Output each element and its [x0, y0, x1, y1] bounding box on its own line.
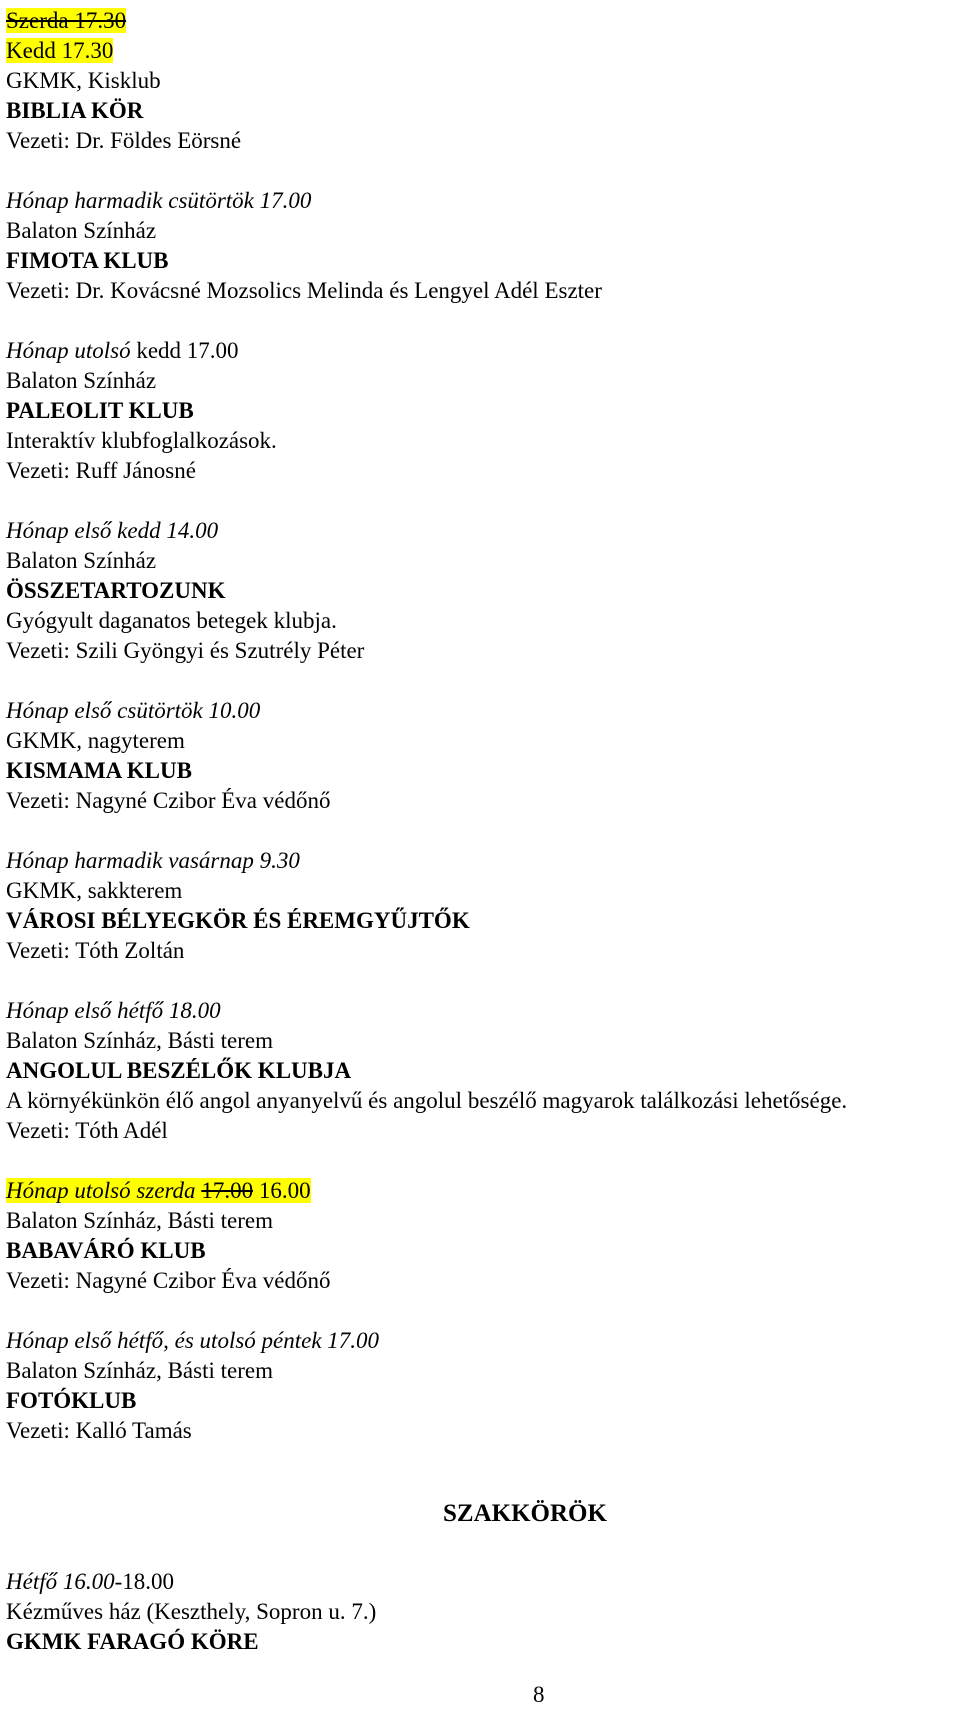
entry-line-text: Hónap harmadik vasárnap 9.30: [6, 848, 300, 873]
entry-line: [6, 696, 954, 726]
entry-line-text: Hónap első csütörtök 10.00: [6, 698, 261, 723]
entry-spacer: [6, 666, 954, 696]
entry-line-text: Vezeti: Szili Gyöngyi és Szutrély Péter: [6, 638, 365, 663]
entry-line: [6, 96, 954, 126]
entry-line: [6, 1567, 376, 1597]
entry-line: [6, 66, 954, 96]
entry-line: [6, 606, 954, 636]
entry-line-text: ANGOLUL BESZÉLŐK KLUBJA: [6, 1058, 352, 1083]
entry-line-text: Gyógyult daganatos betegek klubja.: [6, 608, 337, 633]
entry-line: [6, 786, 954, 816]
entry-line-text: Vezeti: Nagyné Czibor Éva védőnő: [6, 1268, 331, 1293]
entry-line-text: Vezeti: Ruff Jánosné: [6, 458, 196, 483]
club-entry: [6, 1326, 954, 1446]
entry-line: [6, 1206, 954, 1236]
club-listing: [6, 6, 954, 1446]
entry-line-part: -18.00: [114, 1569, 175, 1594]
entry-line-part: Hónap utolsó szerda: [6, 1178, 202, 1203]
club-entry: [6, 996, 954, 1146]
entry-line-text: FOTÓKLUB: [6, 1388, 137, 1413]
entry-line-part: 17.00: [201, 1178, 254, 1203]
entry-spacer: [6, 1296, 954, 1326]
entry-line-text: Balaton Színház: [6, 548, 157, 573]
entry-line-text: Balaton Színház, Básti terem: [6, 1358, 273, 1383]
entry-line: [6, 6, 954, 36]
entry-line-part: 16.00: [253, 1178, 311, 1203]
entry-line: [6, 186, 954, 216]
entry-line: [6, 1386, 954, 1416]
entry-line-text: Balaton Színház, Básti terem: [6, 1028, 273, 1053]
entry-line-part: Hétfő 16.00: [6, 1569, 115, 1594]
entry-line: [6, 1627, 376, 1657]
entry-line-text: BABAVÁRÓ KLUB: [6, 1238, 206, 1263]
entry-spacer: [6, 966, 954, 996]
entry-line: [6, 36, 954, 66]
entry-line: [6, 846, 954, 876]
entry-line: [6, 1176, 954, 1206]
entry-line-text: Balaton Színház: [6, 218, 157, 243]
entry-spacer: [6, 816, 954, 846]
entry-spacer: [6, 486, 954, 516]
club-entry: [6, 1567, 376, 1657]
entry-line-text: GKMK FARAGÓ KÖRE: [6, 1629, 259, 1654]
entry-line-text: PALEOLIT KLUB: [6, 398, 194, 423]
entry-line-text: Vezeti: Tóth Zoltán: [6, 938, 185, 963]
entry-line-text: Kézműves ház (Keszthely, Sopron u. 7.): [6, 1599, 377, 1624]
entry-line: [6, 756, 954, 786]
entry-line-text: Vezeti: Dr. Földes Eörsné: [6, 128, 242, 153]
entry-line: [6, 906, 954, 936]
entry-line-text: A környékünkön élő angol anyanyelvű és angolul beszélő magyarok találkozási lehetősége.: [6, 1088, 848, 1113]
entry-line-text: Balaton Színház: [6, 368, 157, 393]
entry-line-text: Vezeti: Kalló Tamás: [6, 1418, 192, 1443]
entry-line-part: Hónap utolsó: [6, 338, 131, 363]
entry-line-text: GKMK, nagyterem: [6, 728, 185, 753]
entry-line-text: KISMAMA KLUB: [6, 758, 192, 783]
club-entry: [6, 6, 954, 156]
entry-line-text: Hónap első hétfő, és utolsó péntek 17.00: [6, 1328, 380, 1353]
entry-spacer: [6, 1146, 954, 1176]
entry-line: [6, 276, 954, 306]
entry-line: [6, 1597, 376, 1627]
page-number: 8: [533, 1682, 545, 1707]
entry-line: [6, 1116, 954, 1146]
entry-line-text: FIMOTA KLUB: [6, 248, 169, 273]
entry-line: [6, 1326, 954, 1356]
entry-line: [6, 1416, 954, 1446]
entry-line: [6, 336, 954, 366]
club-entry: [6, 516, 954, 666]
entry-line-text: Hónap első kedd 14.00: [6, 518, 219, 543]
entry-line: [6, 936, 954, 966]
club-entry: [6, 186, 954, 306]
entry-line: [6, 366, 954, 396]
entry-line-text: GKMK, Kisklub: [6, 68, 161, 93]
entry-line: [6, 1266, 954, 1296]
entry-spacer: [6, 156, 954, 186]
entry-line: [6, 1056, 954, 1086]
entry-line-text: Kedd 17.30: [6, 38, 114, 63]
entry-line-text: Interaktív klubfoglalkozások.: [6, 428, 277, 453]
entry-line: [6, 876, 954, 906]
entry-line: [6, 516, 954, 546]
entry-line-text: Vezeti: Nagyné Czibor Éva védőnő: [6, 788, 331, 813]
entry-spacer: [6, 306, 954, 336]
entry-line-text: Vezeti: Tóth Adél: [6, 1118, 168, 1143]
entry-line-text: VÁROSI BÉLYEGKÖR ÉS ÉREMGYŰJTŐK: [6, 908, 470, 933]
entry-line-text: GKMK, sakkterem: [6, 878, 183, 903]
entry-line: [6, 396, 954, 426]
entry-line: [6, 456, 954, 486]
entry-line-text: Vezeti: Dr. Kovácsné Mozsolics Melinda és Lengyel Adél Eszter: [6, 278, 602, 303]
entry-line: [6, 126, 954, 156]
entry-line-text: Balaton Színház, Básti terem: [6, 1208, 273, 1233]
entry-line-text: Szerda 17.30: [6, 8, 127, 33]
entry-line-text: Hónap harmadik csütörtök 17.00: [6, 188, 312, 213]
club-entry: [6, 336, 954, 486]
entry-line-text: ÖSSZETARTOZUNK: [6, 578, 226, 603]
entry-line: [6, 636, 954, 666]
entry-line-text: Hónap első hétfő 18.00: [6, 998, 221, 1023]
club-entry: [6, 696, 954, 816]
entry-line-part: kedd 17.00: [130, 338, 239, 363]
entry-line: [6, 426, 954, 456]
workshop-listing: [6, 1567, 376, 1657]
entry-line: [6, 1236, 954, 1266]
entry-line: [6, 996, 954, 1026]
entry-line-text: BIBLIA KÖR: [6, 98, 144, 123]
entry-line: [6, 246, 954, 276]
section-heading: SZAKKÖRÖK: [443, 1500, 607, 1527]
entry-line: [6, 1086, 954, 1116]
club-entry: [6, 846, 954, 966]
entry-line: [6, 1026, 954, 1056]
entry-line: [6, 726, 954, 756]
entry-line: [6, 546, 954, 576]
entry-line: [6, 216, 954, 246]
entry-line: [6, 576, 954, 606]
club-entry: [6, 1176, 954, 1296]
entry-line: [6, 1356, 954, 1386]
